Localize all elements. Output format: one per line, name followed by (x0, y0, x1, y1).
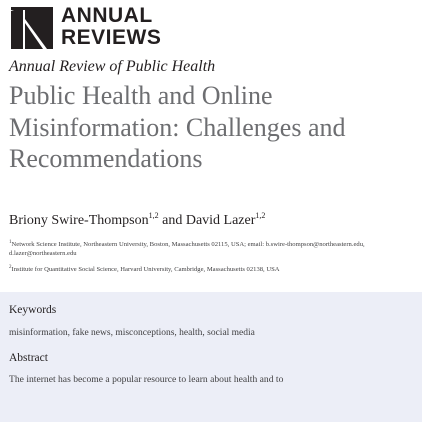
keywords-heading: Keywords (9, 304, 57, 316)
author-affiliation-marker: 1,2 (255, 211, 266, 220)
affiliation (9, 263, 413, 274)
keywords-list: misinformation, fake news, misconceptions, health, social media (9, 328, 255, 338)
publisher-logo (9, 5, 209, 55)
affiliation-number: 2 (9, 265, 12, 270)
author-conjunction: and (162, 213, 183, 228)
publisher-name-line-1: ANNUAL (61, 4, 153, 27)
author-name: Briony Swire-Thompson (9, 213, 149, 228)
article-title: Public Health and Online Misinformation: Challenges and Recommendations (9, 81, 346, 173)
author-affiliation-marker: 1,2 (148, 211, 159, 220)
abstract-heading: Abstract (9, 352, 48, 364)
annual-reviews-logo-icon (9, 5, 55, 51)
keywords-abstract-panel (0, 292, 422, 422)
affiliation (9, 238, 413, 258)
author-list (9, 207, 265, 230)
affiliation-number: 1 (9, 240, 12, 245)
author-name: David Lazer (185, 213, 256, 228)
journal-name: Annual Review of Public Health (9, 58, 216, 75)
abstract-text: The internet has become a popular resource to learn about health and to (9, 374, 284, 385)
affiliation-text: Network Science Institute, Northeastern University, Boston, Massachusetts 02115, USA; email: b.swire-thompson@northeastern.edu, d.lazer@northeastern.edu (9, 241, 365, 257)
publisher-name-line-2: REVIEWS (61, 26, 162, 49)
affiliation-text: Institute for Quantitative Social Science, Harvard University, Cambridge, Massachusetts 02138, USA (11, 266, 280, 273)
